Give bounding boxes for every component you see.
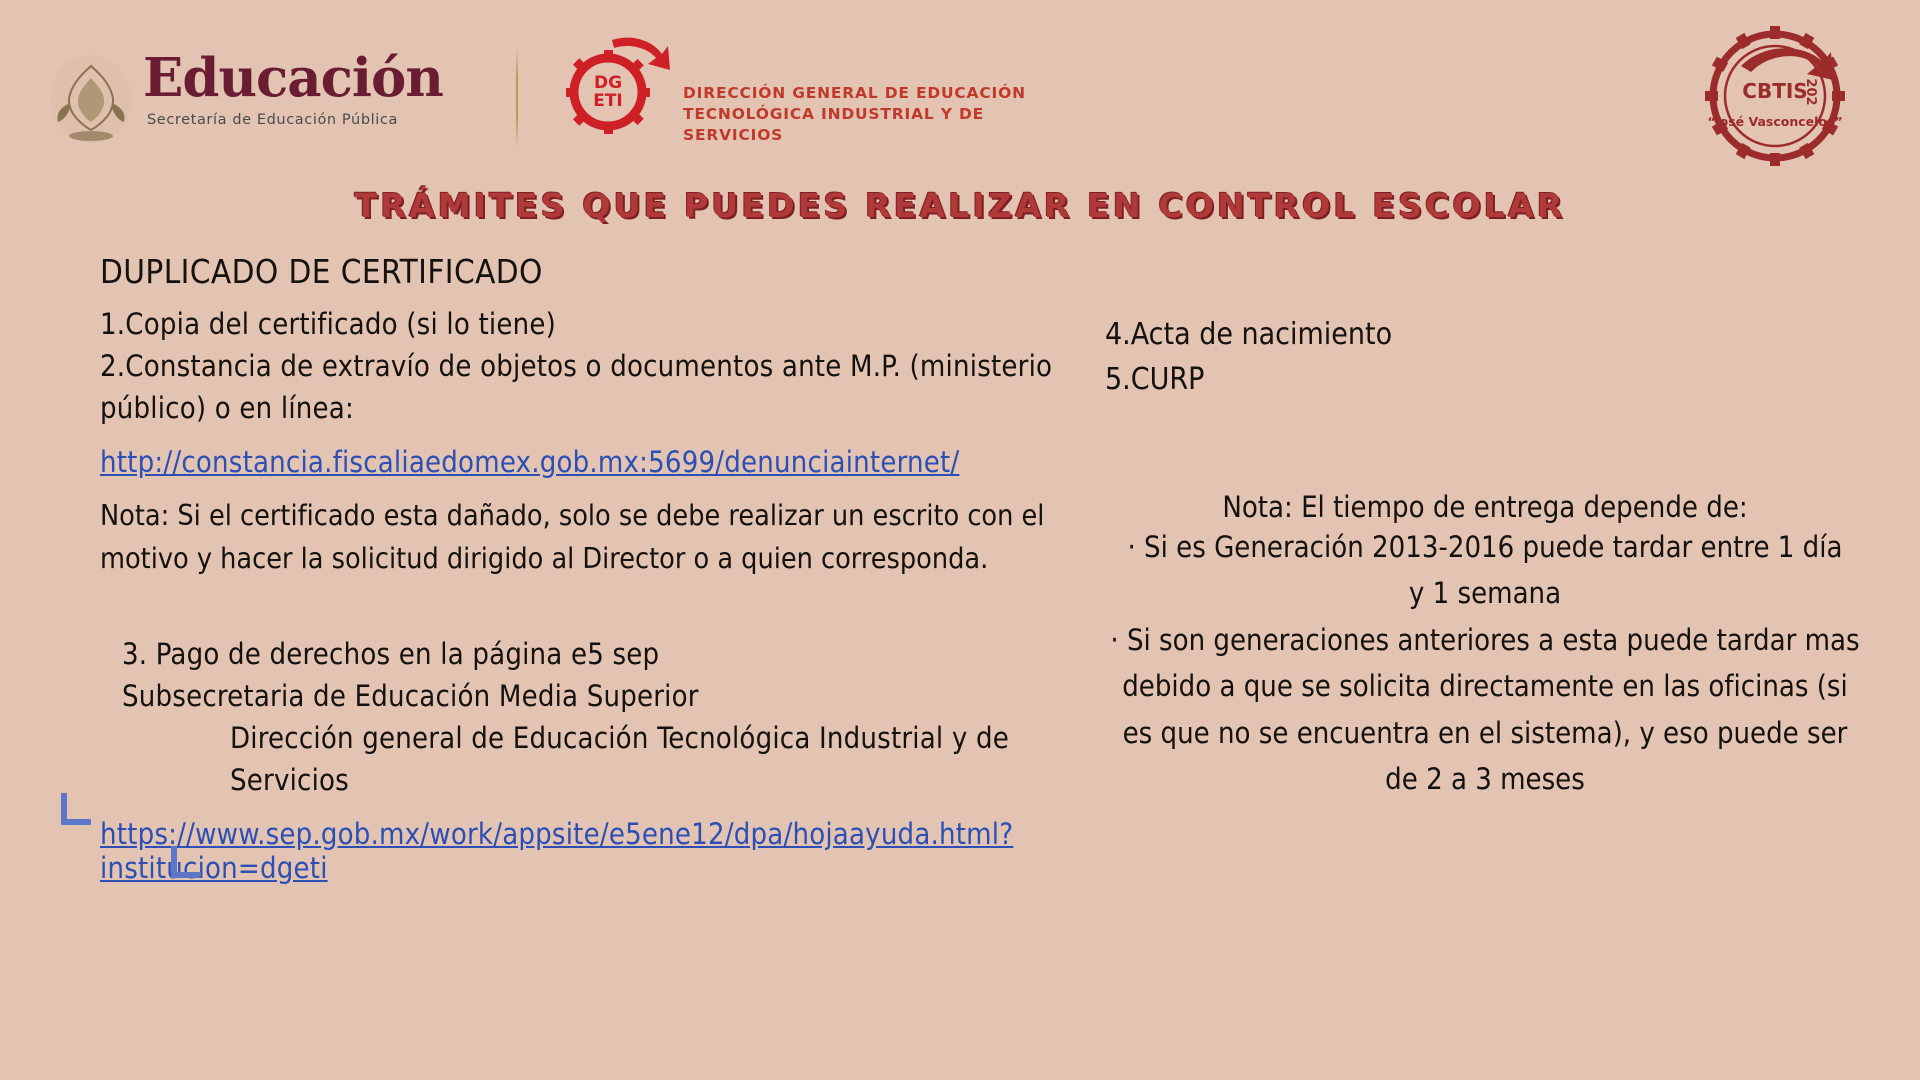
requirement-item-3-sub-1: Subsecretaria de Educación Media Superior [122, 678, 699, 713]
certificate-damage-note-line-2: motivo y hacer la solicitud dirigido al Director o a quien corresponda. [100, 541, 989, 575]
dgeti-line-2: TECNOLÓGICA INDUSTRIAL Y DE SERVICIOS [683, 104, 985, 144]
svg-text:“José Vasconcelos”: “José Vasconcelos” [1707, 114, 1843, 129]
educacion-subtitle: Secretaría de Educación Pública [147, 112, 398, 128]
cbtis-seal-icon [1683, 18, 1868, 168]
dgeti-line-1: DIRECCIÓN GENERAL DE EDUCACIÓN [683, 84, 1026, 102]
requirement-item-1: 1.Copia del certificado (si lo tiene) [100, 307, 556, 341]
svg-text:DG: DG [593, 73, 623, 93]
right-column [1105, 312, 1865, 802]
sep-hoja-ayuda-link-line-2[interactable]: institucion=dgeti [100, 850, 328, 885]
delivery-note-line-5: es que no se encuentra en el sistema), y eso puede ser [1122, 715, 1848, 750]
svg-text:CBTIS: CBTIS [1742, 79, 1808, 103]
educacion-wordmark [143, 47, 493, 128]
section-heading: DUPLICADO DE CERTIFICADO [100, 252, 543, 291]
requirement-item-4: 4.Acta de nacimiento [1105, 317, 1393, 352]
requirement-item-2-line-2: público) o en línea: [100, 391, 354, 426]
sep-hoja-ayuda-link-line-1[interactable]: https://www.sep.gob.mx/work/appsite/e5ene12/dpa/hojaayuda.html? [100, 816, 1014, 851]
indent-arrow-icon-1 [58, 792, 92, 832]
requirement-item-2-line-1: 2.Constancia de extravío de objetos o documentos ante M.P. (ministerio [100, 349, 1053, 384]
delivery-note-line-3: · Si son generaciones anteriores a esta puede tardar mas [1110, 622, 1860, 657]
certificate-damage-note-line-1: Nota: Si el certificado esta dañado, solo se debe realizar un escrito con el [100, 499, 1045, 533]
indent-arrow-icon-2 [168, 845, 202, 885]
delivery-note-line-6: de 2 a 3 meses [1385, 761, 1585, 796]
svg-text:202: 202 [1803, 78, 1818, 106]
sep-eagle-emblem [48, 52, 134, 146]
fiscalia-denuncia-link[interactable]: http://constancia.fiscaliaedomex.gob.mx:5699/denunciainternet/ [100, 445, 960, 480]
left-column [100, 252, 1100, 885]
header-divider [516, 48, 518, 148]
svg-text:ETI: ETI [593, 91, 623, 111]
educacion-title: Educación [143, 47, 443, 109]
page-header [0, 0, 1920, 190]
dgeti-name [683, 83, 1083, 146]
dgeti-logo-icon [556, 30, 676, 140]
delivery-note-line-1: · Si es Generación 2013-2016 puede tardar entre 1 día [1127, 530, 1843, 564]
requirement-item-3: 3. Pago de derechos en la página e5 sep [122, 636, 660, 671]
requirement-item-5: 5.CURP [1105, 362, 1205, 397]
requirement-item-3-sub-2: Dirección general de Educación Tecnológica Industrial y de Servicios [230, 720, 1009, 797]
delivery-note-title: Nota: El tiempo de entrega depende de: [1222, 490, 1748, 524]
page-title: TRÁMITES QUE PUEDES REALIZAR EN CONTROL ESCOLAR [354, 186, 1566, 225]
delivery-note-line-2: y 1 semana [1408, 576, 1562, 611]
delivery-note-line-4: debido a que se solicita directamente en las oficinas (si [1122, 669, 1848, 704]
